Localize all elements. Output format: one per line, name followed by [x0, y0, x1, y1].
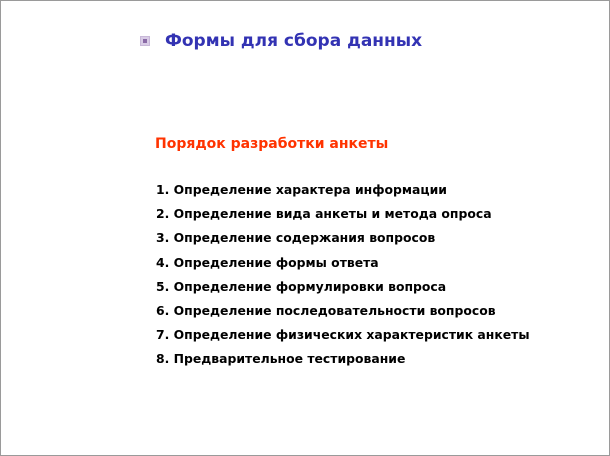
step-item: 8. Предварительное тестирование [156, 351, 406, 367]
step-item: 6. Определение последовательности вопросов [156, 302, 496, 318]
title-row [140, 31, 422, 51]
step-item: 5. Определение формулировки вопроса [156, 278, 447, 294]
step-item: 7. Определение физических характеристик анкеты [156, 327, 530, 343]
section-subtitle: Порядок разработки анкеты [155, 136, 389, 152]
step-item: 1. Определение характера информации [156, 182, 447, 197]
square-bullet-icon [140, 36, 150, 46]
step-item: 4. Определение формы ответа [156, 254, 379, 270]
step-item: 3. Определение содержания вопросов [156, 230, 436, 246]
step-item: 2. Определение вида анкеты и метода опроса [156, 206, 492, 222]
slide-title: Формы для сбора данных [165, 31, 423, 51]
steps-list [156, 178, 530, 372]
